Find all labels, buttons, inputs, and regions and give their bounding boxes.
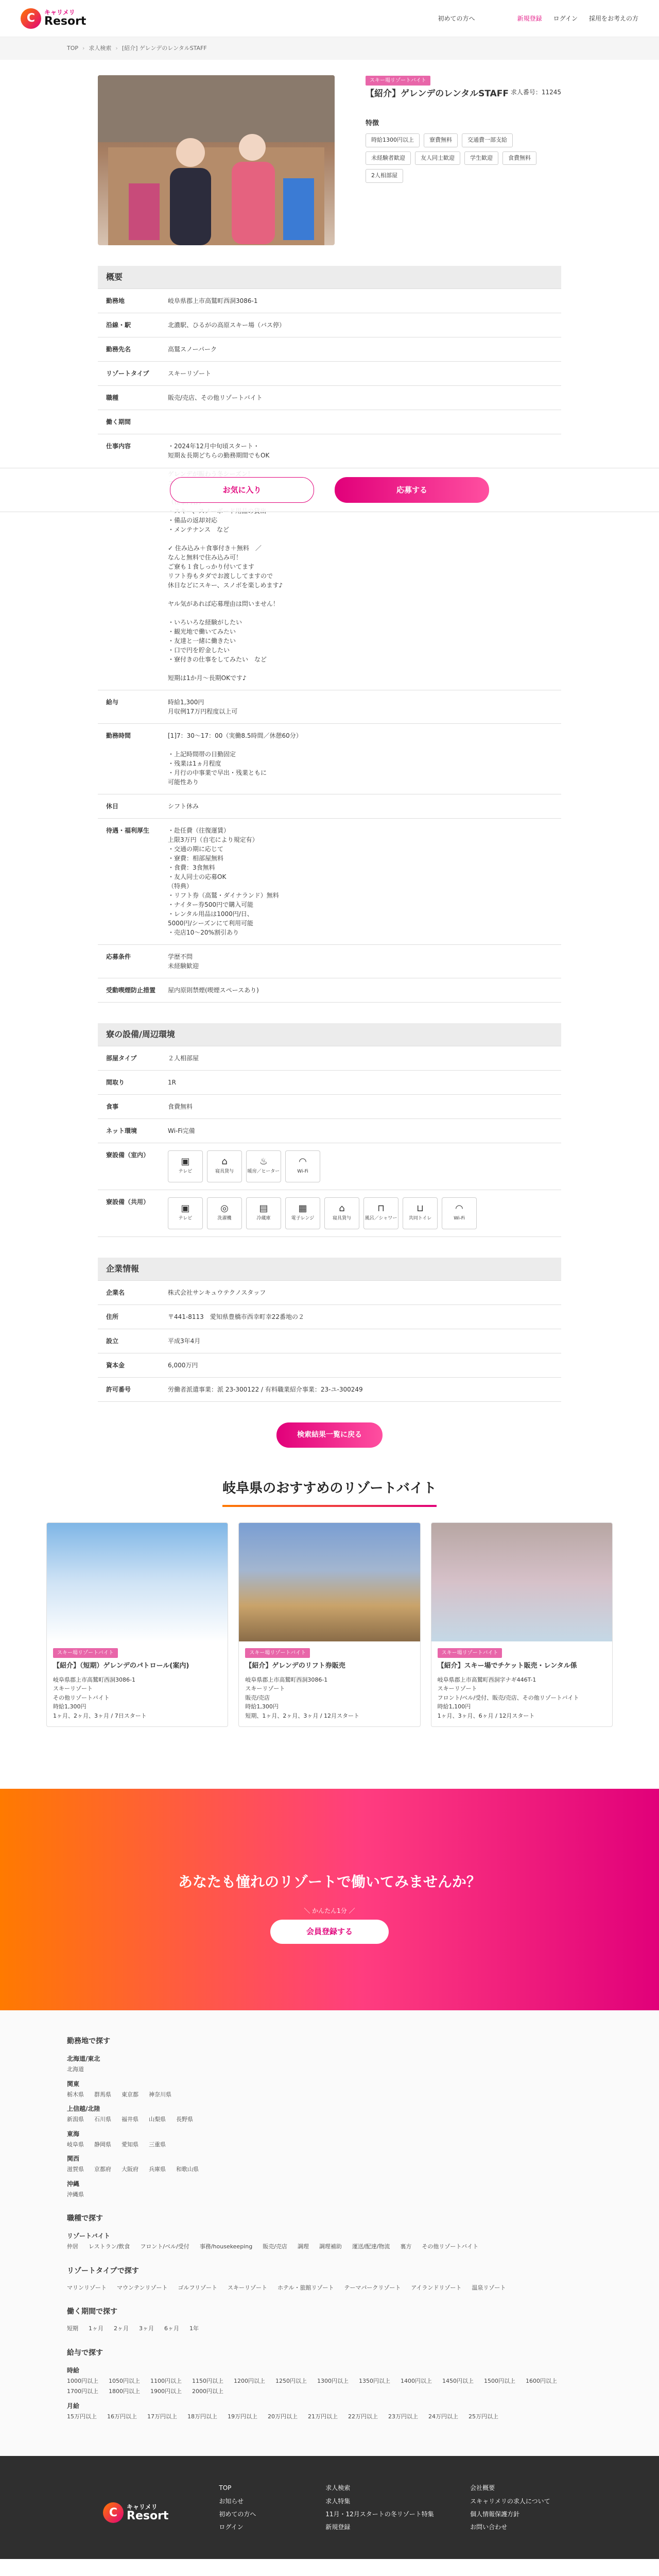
- search-link[interactable]: ゴルフリゾート: [178, 2284, 218, 2291]
- detail-label: 給与: [106, 699, 119, 706]
- equipment-label: 冷蔵庫: [256, 1216, 271, 1222]
- signup-heading: あなたも憧れのリゾートで働いてみませんか？: [178, 1873, 481, 1891]
- dorm-section: [98, 1023, 561, 1237]
- equipment-item: [246, 1150, 281, 1182]
- detail-label: 職種: [106, 394, 119, 401]
- footer-link[interactable]: 初めての方へ: [219, 2510, 256, 2518]
- recommend-card-details: 岐阜県郡上市高鷲町西洞字ナギ446T-1 スキーリゾート フロント/ベル/受付、販売/売店、その他リゾートバイト 時給1,100円 1ヶ月、3ヶ月、6ヶ月 / 12月スタート: [437, 1676, 579, 1719]
- link-subgroup: [67, 2054, 592, 2074]
- detail-value: 1R: [168, 1079, 176, 1086]
- search-link[interactable]: 短期: [67, 2325, 78, 2332]
- link-subgroup: [67, 2284, 592, 2293]
- equipment-label: 寝具貸与: [215, 1169, 234, 1175]
- detail-label: 資本金: [106, 1362, 125, 1369]
- link-subgroup: [67, 2079, 592, 2099]
- feature-tag: 寮費無料: [424, 133, 458, 147]
- search-link[interactable]: 和歌山県: [176, 2166, 199, 2173]
- detail-value: 学歴不問 未経験歓迎: [168, 953, 199, 970]
- search-link[interactable]: 2000円以上: [192, 2388, 223, 2395]
- register-link[interactable]: 新規登録: [517, 14, 542, 22]
- shared-equipment-label: 寮設備（共用）: [106, 1198, 150, 1206]
- search-link[interactable]: 1350円以上: [359, 2377, 390, 2384]
- search-link[interactable]: 岐阜県: [67, 2141, 84, 2148]
- login-link[interactable]: ログイン: [553, 14, 578, 22]
- detail-value: 食費無料: [168, 1103, 193, 1110]
- detail-value: 北濃駅、ひるがの高原スキー場（バス停）: [168, 321, 286, 329]
- equipment-icon: ◠: [299, 1156, 307, 1167]
- detail-value: 〒441-8113 愛知県豊橋市西幸町幸22番地の２: [168, 1313, 305, 1320]
- back-to-results-button[interactable]: 検索結果一覧に戻る: [276, 1422, 383, 1448]
- detail-value: 株式会社サンキュウテクノスタッフ: [168, 1289, 266, 1296]
- detail-row: [98, 690, 561, 724]
- link-row: [67, 2377, 592, 2396]
- detail-value: スキーリゾート: [168, 370, 212, 377]
- detail-label: 食事: [106, 1103, 119, 1110]
- search-link[interactable]: 3ヶ月: [139, 2325, 154, 2332]
- recommend-card-photo: [47, 1523, 228, 1641]
- search-link[interactable]: マリンリゾート: [67, 2284, 107, 2291]
- detail-label: 設立: [106, 1337, 119, 1345]
- detail-value: シフト休み: [168, 803, 199, 810]
- link-row: [67, 2413, 592, 2421]
- equipment-label: 寝具貸与: [332, 1216, 351, 1222]
- detail-value: 6,000万円: [168, 1362, 198, 1369]
- footer-logo-mark: C: [103, 2502, 124, 2523]
- equipment-icon: ◠: [455, 1203, 463, 1214]
- link-subgroup: [67, 2179, 592, 2199]
- equipment-label: Wi-Fi: [454, 1216, 465, 1222]
- detail-label: 沿線・駅: [106, 321, 131, 329]
- equipment-icon: ⌂: [221, 1156, 228, 1167]
- equipment-item: [324, 1197, 359, 1229]
- equipment-item: [168, 1150, 203, 1182]
- feature-tag: 学生歓迎: [464, 151, 498, 165]
- equipment-item: [246, 1197, 281, 1229]
- equipment-label: 暖房／ヒーター: [247, 1169, 280, 1175]
- link-row: [67, 2284, 592, 2293]
- link-subgroup: [67, 2325, 592, 2333]
- breadcrumb-current: [紹介] ゲレンデのレンタルSTAFF: [122, 44, 207, 52]
- link-subgroup: [67, 2231, 592, 2251]
- search-link[interactable]: 山梨県: [149, 2116, 166, 2123]
- search-link[interactable]: 福井県: [122, 2116, 138, 2123]
- footer-link[interactable]: お問い合わせ: [470, 2523, 508, 2531]
- footer-link[interactable]: 新規登録: [325, 2523, 351, 2531]
- search-link[interactable]: 15万円以上: [67, 2413, 97, 2420]
- company-section: [98, 1258, 561, 1402]
- detail-label: 勤務地: [106, 297, 125, 304]
- search-link[interactable]: 17万円以上: [147, 2413, 177, 2420]
- detail-label: 勤務時間: [106, 732, 131, 739]
- link-subgroup-heading: 関西: [67, 2155, 80, 2163]
- search-link[interactable]: 仲居: [67, 2243, 78, 2250]
- equipment-item: [363, 1197, 398, 1229]
- recommend-card-body: [47, 1641, 228, 1726]
- search-link[interactable]: 裏方: [400, 2243, 412, 2250]
- detail-row: [98, 410, 561, 434]
- search-link[interactable]: 栃木県: [67, 2091, 84, 2098]
- link-subgroup-heading: リゾートバイト: [67, 2232, 110, 2240]
- footer-logo-en: Resort: [127, 2510, 169, 2523]
- search-link[interactable]: 調理: [297, 2243, 309, 2250]
- job-title: 【紹介】ゲレンデのレンタルSTAFF: [366, 89, 509, 99]
- detail-value: 岐阜県郡上市高鷲町西洞3086-1: [168, 297, 258, 304]
- search-link[interactable]: 北海道: [67, 2066, 84, 2073]
- footer-link[interactable]: お知らせ: [219, 2497, 244, 2505]
- link-row: [67, 2065, 592, 2074]
- detail-row: [98, 386, 561, 410]
- equipment-item: [168, 1197, 203, 1229]
- search-link[interactable]: 6ヶ月: [164, 2325, 179, 2332]
- link-subgroup-heading: 北海道/東北: [67, 2055, 100, 2063]
- detail-value: ・赴任費（往復運賃） 上限3万円（自宅により規定有） ・交通の期に応じて ・寮費：相部屋無料 ・食費：3食無料 ・友人同士の応募OK （特典） ・リフト券（高鷲・ダイナランド）無料 ・ナイター券500円で購入可能 ・レンタル用品は1000円/日、 5000円/シーズンにて利用可能 ・売店10〜20%割引あり: [168, 827, 279, 936]
- search-link[interactable]: 1150円以上: [192, 2377, 223, 2384]
- equipment-item: [285, 1150, 320, 1182]
- search-link[interactable]: 22万円以上: [348, 2413, 378, 2420]
- search-link[interactable]: 2ヶ月: [114, 2325, 129, 2332]
- room-equipment-row: [98, 1143, 561, 1190]
- footer-link[interactable]: 求人特集: [325, 2497, 351, 2505]
- recommend-title: 岐阜県のおすすめのリゾートバイト: [222, 1481, 437, 1496]
- search-link[interactable]: 1600円以上: [526, 2377, 557, 2384]
- company-heading: 企業情報: [98, 1258, 561, 1280]
- detail-label: 許可番号: [106, 1386, 131, 1393]
- equipment-icon: ⊔: [416, 1203, 424, 1214]
- detail-row: [98, 1305, 561, 1329]
- search-link[interactable]: 1900円以上: [150, 2388, 182, 2395]
- link-subgroup: [67, 2154, 592, 2174]
- link-group-heading: リゾートタイプで探す: [67, 2266, 139, 2275]
- detail-row: [98, 1329, 561, 1353]
- detail-row: [98, 289, 561, 313]
- logo-en: Resort: [44, 15, 86, 28]
- logo-mark: C: [21, 8, 41, 29]
- search-link[interactable]: 長野県: [176, 2116, 193, 2123]
- dorm-heading: 寮の設備/周辺環境: [98, 1023, 561, 1046]
- apply-button[interactable]: 応募する: [335, 477, 489, 503]
- logo-ja: キャリメリ: [44, 8, 75, 16]
- detail-value: 労働者派遣事業：派 23-300122 / 有料職業紹介事業：23-ユ-300249: [168, 1386, 363, 1393]
- search-link[interactable]: 温泉リゾート: [472, 2284, 506, 2291]
- link-subgroup-heading: 月給: [67, 2402, 80, 2410]
- footer-link[interactable]: 個人情報保護方針: [470, 2510, 520, 2518]
- search-link[interactable]: 新潟県: [67, 2116, 84, 2123]
- link-group-heading: 働く期間で探す: [67, 2308, 117, 2316]
- detail-value: 販売/売店、その他リゾートバイト: [168, 394, 263, 401]
- equipment-item: [207, 1197, 242, 1229]
- signup-button[interactable]: 会員登録する: [270, 1920, 389, 1944]
- search-link[interactable]: 1800円以上: [109, 2388, 140, 2395]
- site-logo[interactable]: [21, 8, 86, 29]
- search-link[interactable]: 滋賀県: [67, 2166, 84, 2173]
- feature-tags: [366, 133, 561, 183]
- search-link[interactable]: マウンテンリゾート: [117, 2284, 168, 2291]
- link-group-heading: 勤務地で探す: [67, 2037, 110, 2046]
- search-link[interactable]: 1ヶ月: [89, 2325, 103, 2332]
- recommend-card-photo: [239, 1523, 420, 1641]
- shared-equipment-row: [98, 1190, 561, 1237]
- search-link[interactable]: 京都府: [94, 2166, 111, 2173]
- recommend-card-title[interactable]: 【紹介】（短期）ゲレンデのパトロール(案内): [53, 1662, 189, 1670]
- detail-label: 企業名: [106, 1289, 125, 1296]
- equipment-icon: ♨: [259, 1156, 268, 1167]
- feature-tag: 時給1300円以上: [366, 133, 420, 147]
- search-link[interactable]: 三重県: [149, 2141, 166, 2148]
- detail-label: ネット環境: [106, 1127, 137, 1134]
- equipment-item: [403, 1197, 438, 1229]
- footer-logo[interactable]: [103, 2502, 198, 2523]
- detail-row: [98, 362, 561, 386]
- link-row: [67, 2165, 592, 2174]
- detail-row: [98, 1353, 561, 1378]
- search-link[interactable]: 1250円以上: [275, 2377, 307, 2384]
- link-row: [67, 2115, 592, 2124]
- feature-tag: 交通費一部支給: [462, 133, 513, 147]
- search-link[interactable]: 1000円以上: [67, 2377, 98, 2384]
- search-link[interactable]: レストラン/飲食: [89, 2243, 130, 2250]
- signup-banner: [0, 1789, 659, 2010]
- link-row: [67, 2091, 592, 2099]
- link-subgroup-heading: 沖縄: [67, 2180, 80, 2188]
- detail-row: [98, 313, 561, 337]
- search-link[interactable]: 20万円以上: [268, 2413, 298, 2420]
- search-link[interactable]: 事務/housekeeping: [199, 2243, 253, 2250]
- detail-value: 時給1,300円 月収例17万円程度以上可: [168, 699, 238, 715]
- signup-sub: ＼ かんたん1分 ／: [304, 1907, 355, 1915]
- link-group-heading: 職種で探す: [67, 2214, 103, 2223]
- link-subgroup-heading: 上信越/北陸: [67, 2105, 100, 2113]
- link-group: [67, 2266, 592, 2293]
- detail-value: 平成3年4月: [168, 1337, 201, 1345]
- detail-label: 待遇・福利厚生: [106, 827, 150, 834]
- detail-value: ・2024年12月中旬頃スタート・ 短期＆長期どちらの勤務期間でもOK ・備品の返却対応 ・メンテナンス など ✓ 住み込み＋食事付き＋無料 ／ なんと無料で住み込み可！ ご寮も１食しっかり付いてます リフト券もタダでお渡ししてますので 休日などにスキー、スノボを楽しめます♪ ヤル気があれば応募理由は問いません！ ・いろいろな経験がしたい ・観光地で働いてみたい ・友達と一緒に働きたい ・口で円を貯金したい ・寮付きの仕事をしてみたい など 短期は1か月〜長期OKです♪: [168, 443, 283, 682]
- search-link[interactable]: 19万円以上: [228, 2413, 257, 2420]
- search-link[interactable]: 1100円以上: [150, 2377, 182, 2384]
- search-link[interactable]: フロント/ベル/受付: [140, 2243, 189, 2250]
- header-nav: [438, 14, 638, 23]
- search-link[interactable]: その他リゾートバイト: [422, 2243, 479, 2250]
- equipment-icon: ⌂: [339, 1203, 345, 1214]
- link-group: [67, 2213, 592, 2251]
- search-link[interactable]: 1300円以上: [317, 2377, 349, 2384]
- recommend-card-details: 岐阜県郡上市高鷲町西洞3086-1 スキーリゾート その他リゾートバイト 時給1,300円 1ヶ月、2ヶ月、3ヶ月 / 7日スタート: [53, 1676, 147, 1719]
- job-number: 求人番号：11245: [510, 89, 561, 96]
- equipment-label: Wi-Fi: [297, 1169, 308, 1175]
- overview-heading: 概要: [98, 266, 561, 289]
- detail-label: 勤務先名: [106, 346, 131, 353]
- equipment-label: 洗濯機: [217, 1216, 232, 1222]
- detail-row: [98, 1378, 561, 1402]
- breadcrumb-search[interactable]: 求人検索: [89, 44, 112, 52]
- detail-row: [98, 1281, 561, 1305]
- search-link[interactable]: 21万円以上: [308, 2413, 338, 2420]
- detail-value: [168, 417, 553, 427]
- search-link[interactable]: 静岡県: [94, 2141, 111, 2148]
- breadcrumb-top[interactable]: TOP: [67, 44, 79, 52]
- search-link[interactable]: 1200円以上: [234, 2377, 265, 2384]
- link-subgroup: [67, 2366, 592, 2396]
- recommend-card-body: [239, 1641, 420, 1726]
- site-header: [0, 0, 659, 37]
- search-link[interactable]: アイランドリゾート: [411, 2284, 462, 2291]
- detail-row: [98, 819, 561, 945]
- search-link[interactable]: ホテル・旅館リゾート: [278, 2284, 334, 2291]
- detail-value: Wi-Fi完備: [168, 1127, 195, 1134]
- recommend-card-tag: スキー場リゾートバイト: [53, 1648, 118, 1658]
- detail-row: [98, 1071, 561, 1095]
- breadcrumb: TOP › 求人検索 › [紹介] ゲレンデのレンタルSTAFF: [0, 37, 659, 60]
- feature-tag: 未経験者歓迎: [366, 151, 411, 165]
- recommend-card-photo: [431, 1523, 612, 1641]
- detail-row: [98, 1095, 561, 1119]
- link-group: [67, 2036, 592, 2199]
- room-equipment-label: 寮設備（室内）: [106, 1151, 150, 1159]
- detail-row: [98, 1046, 561, 1071]
- detail-label: 間取り: [106, 1079, 125, 1086]
- detail-value: 屋内原則禁煙(喫煙スペースあり): [168, 987, 259, 994]
- link-subgroup-heading: 時給: [67, 2366, 80, 2374]
- detail-row: [98, 724, 561, 794]
- link-subgroup-heading: 東海: [67, 2130, 80, 2138]
- search-link[interactable]: 1年: [189, 2325, 199, 2332]
- recommend-card-tag: スキー場リゾートバイト: [245, 1648, 310, 1658]
- search-link[interactable]: 1700円以上: [67, 2388, 98, 2395]
- overview-section: [98, 266, 561, 1003]
- search-link[interactable]: 沖縄県: [67, 2191, 84, 2198]
- features-heading: 特徴: [366, 119, 379, 127]
- equipment-icon: ▦: [298, 1203, 307, 1214]
- favorite-button[interactable]: お気に入り: [170, 477, 314, 503]
- recommend-card-details: 岐阜県郡上市高鷲町西洞3086-1 スキーリゾート 販売/売店 時給1,300円 短期、1ヶ月、2ヶ月、3ヶ月 / 12月スタート: [245, 1676, 360, 1719]
- detail-value: 高鷲スノーパーク: [168, 346, 217, 353]
- search-link[interactable]: 16万円以上: [107, 2413, 137, 2420]
- recommend-card-tag: スキー場リゾートバイト: [438, 1648, 502, 1658]
- footer-logo-ja: キャリメリ: [127, 2503, 158, 2511]
- sticky-action-bar: [0, 468, 659, 512]
- link-group: [67, 2348, 592, 2421]
- search-link[interactable]: 兵庫県: [149, 2166, 166, 2173]
- detail-label: 休日: [106, 803, 119, 810]
- footer-link[interactable]: 会社概要: [470, 2484, 495, 2492]
- link-subgroup: [67, 2104, 592, 2124]
- search-link[interactable]: 1500円以上: [484, 2377, 515, 2384]
- equipment-icon: ▣: [181, 1203, 190, 1214]
- feature-tag: 友人同士歓迎: [415, 151, 460, 165]
- footer-link[interactable]: 11月・12月スタートの冬リゾート特集: [325, 2510, 434, 2518]
- search-link[interactable]: 運送/配達/物流: [352, 2243, 390, 2250]
- detail-row: [98, 1119, 561, 1143]
- link-row: [67, 2243, 592, 2251]
- link-subgroup: [67, 2401, 592, 2421]
- link-subgroup-heading: 関東: [67, 2080, 80, 2088]
- equipment-item: [442, 1197, 477, 1229]
- feature-tag: 食費無料: [502, 151, 536, 165]
- detail-label: 部屋タイプ: [106, 1055, 137, 1062]
- equipment-item: [285, 1197, 320, 1229]
- search-link[interactable]: 石川県: [94, 2116, 111, 2123]
- company-link[interactable]: 採用をお考えの方: [588, 14, 638, 22]
- detail-label: リゾートタイプ: [106, 370, 149, 377]
- link-subgroup: [67, 2129, 592, 2149]
- footer-link[interactable]: 求人検索: [325, 2484, 351, 2492]
- recommend-card-title[interactable]: 【紹介】スキー場でチケット販売・レンタル係: [437, 1662, 577, 1670]
- footer-link[interactable]: TOP: [219, 2484, 232, 2492]
- search-link[interactable]: 24万円以上: [428, 2413, 458, 2420]
- equipment-label: 共同トイレ: [408, 1216, 432, 1222]
- site-footer: [0, 2456, 659, 2559]
- job-hero: [98, 75, 561, 245]
- equipment-label: 風呂／シャワー: [365, 1216, 397, 1222]
- recommend-card-body: [431, 1641, 612, 1726]
- equipment-item: [207, 1150, 242, 1182]
- equipment-label: テレビ: [178, 1169, 193, 1175]
- search-link[interactable]: 神奈川県: [149, 2091, 171, 2098]
- detail-value: ２人相部屋: [168, 1055, 199, 1062]
- link-group-heading: 給与で探す: [67, 2348, 103, 2357]
- job-category-tag: スキー場リゾートバイト: [366, 76, 430, 86]
- detail-label: 仕事内容: [106, 443, 131, 450]
- recommend-card[interactable]: [46, 1522, 228, 1727]
- search-link[interactable]: 1050円以上: [109, 2377, 140, 2384]
- detail-row: [98, 794, 561, 819]
- footer-link[interactable]: スキャリメリの求人について: [470, 2497, 550, 2505]
- detail-row: [98, 945, 561, 978]
- detail-row: [98, 337, 561, 362]
- detail-row: [98, 978, 561, 1003]
- equipment-label: 電子レンジ: [291, 1216, 315, 1222]
- footer-link[interactable]: ログイン: [219, 2523, 244, 2531]
- search-link[interactable]: 1450円以上: [442, 2377, 474, 2384]
- search-link[interactable]: 販売/売店: [263, 2243, 287, 2250]
- equipment-icon: ⊓: [377, 1203, 385, 1214]
- recommend-section: [0, 1479, 659, 1727]
- detail-label: 住所: [106, 1313, 119, 1320]
- link-row: [67, 2191, 592, 2199]
- first-time-link[interactable]: 初めての方へ: [438, 14, 475, 22]
- search-link[interactable]: 東京都: [122, 2091, 138, 2098]
- search-link[interactable]: 大阪府: [122, 2166, 138, 2173]
- search-link[interactable]: テーマパークリゾート: [344, 2284, 401, 2291]
- recommend-card[interactable]: [431, 1522, 613, 1727]
- link-row: [67, 2325, 592, 2333]
- search-link[interactable]: 1400円以上: [401, 2377, 432, 2384]
- detail-value: [1]7：30〜17：00（実働8.5時間／休憩60分） ・上記時間帯の日勤固定 ・残業は1ヵ月程度 ・月行の中事業で早出・残業ともに 可能性あり: [168, 732, 302, 786]
- job-photo: [98, 75, 335, 245]
- search-link[interactable]: 18万円以上: [187, 2413, 217, 2420]
- search-link[interactable]: 愛知県: [122, 2141, 138, 2148]
- search-link[interactable]: 群馬県: [94, 2091, 111, 2098]
- search-link[interactable]: 調理補助: [319, 2243, 342, 2250]
- link-row: [67, 2141, 592, 2149]
- detail-label: 受動喫煙防止措置: [106, 987, 156, 994]
- search-link[interactable]: スキーリゾート: [228, 2284, 268, 2291]
- equipment-icon: ▤: [259, 1203, 268, 1214]
- recommend-card-title[interactable]: 【紹介】ゲレンデのリフト券販売: [245, 1662, 345, 1670]
- equipment-label: テレビ: [178, 1216, 193, 1222]
- search-link[interactable]: 23万円以上: [388, 2413, 418, 2420]
- feature-tag: 2人相部屋: [366, 169, 403, 183]
- detail-label: 応募条件: [106, 953, 131, 960]
- detail-label: 働く期間: [106, 418, 131, 426]
- link-group: [67, 2307, 592, 2333]
- search-links: [0, 2010, 659, 2456]
- recommend-card[interactable]: [238, 1522, 420, 1727]
- equipment-icon: ▣: [181, 1156, 190, 1167]
- search-link[interactable]: 25万円以上: [469, 2413, 498, 2420]
- equipment-icon: ◎: [220, 1203, 229, 1214]
